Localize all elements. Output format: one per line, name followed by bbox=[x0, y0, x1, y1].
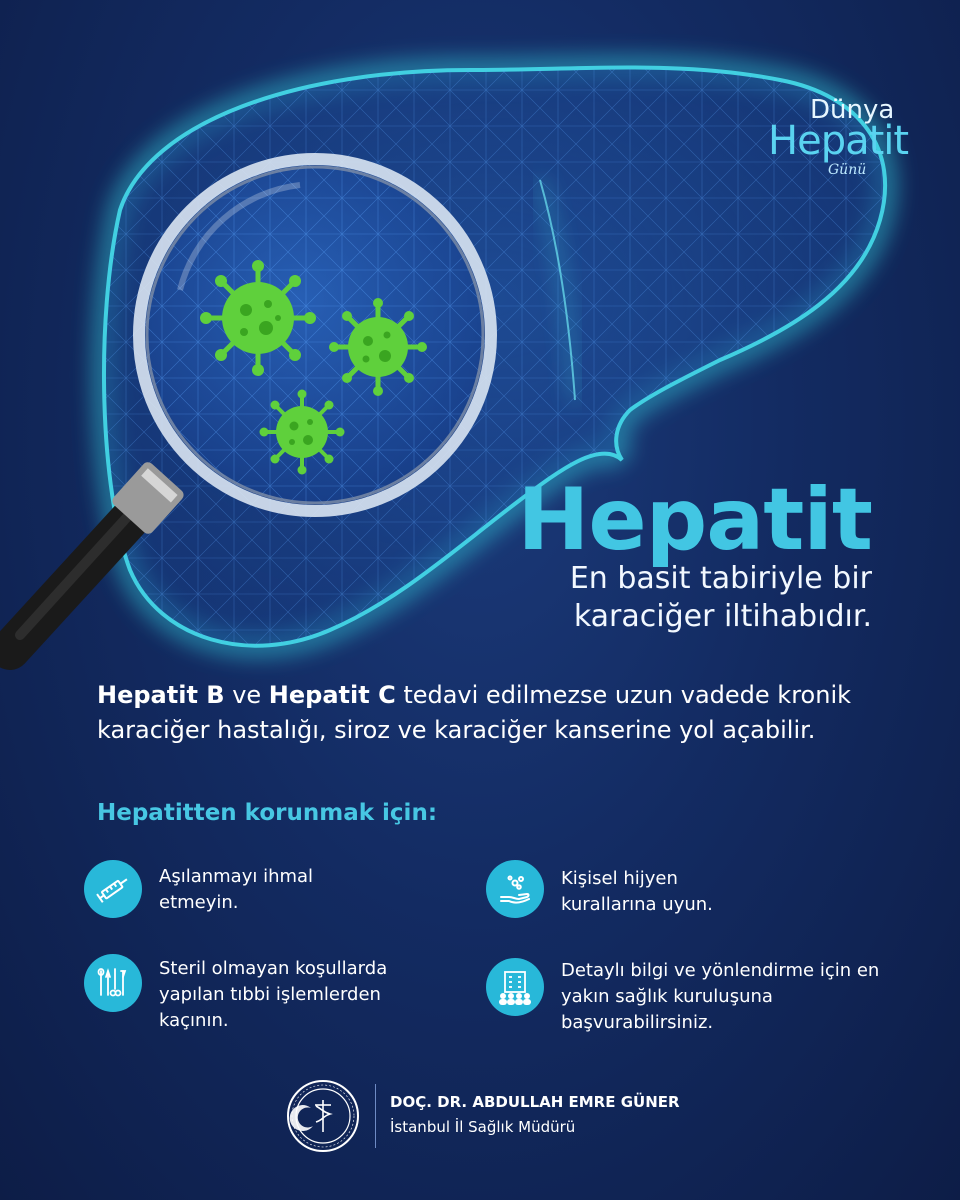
logo-line-hepatit: Hepatit bbox=[768, 118, 909, 164]
info-term-hepatit-c: Hepatit C bbox=[268, 681, 396, 709]
tip-hygiene bbox=[486, 860, 826, 918]
virus-icon bbox=[329, 298, 427, 396]
tip-text: Steril olmayan koşullarda yapılan tıbbi işlemlerden kaçının. bbox=[159, 958, 388, 1031]
hospital-building-icon bbox=[486, 958, 544, 1016]
official-name: DOÇ. DR. ABDULLAH EMRE GÜNER bbox=[390, 1093, 680, 1111]
syringe-icon bbox=[84, 860, 142, 918]
tip-text: Detaylı bilgi ve yönlendirme için en yakın sağlık kuruluşuna başvurabilirsiniz. bbox=[561, 960, 880, 1033]
info-conjunction: ve bbox=[224, 681, 269, 709]
info-rest: tedavi edilmezse uzun vadede kronik karaciğer hastalığı, siroz ve karaciğer kanserine yol açabilir. bbox=[97, 681, 852, 744]
hero-subtitle: En basit tabiriyle bir karaciğer iltihabıdır. bbox=[569, 561, 872, 634]
medical-instruments-icon bbox=[84, 954, 142, 1012]
tip-text: Kişisel hijyen kurallarına uyun. bbox=[561, 868, 713, 915]
tip-health-facility bbox=[486, 958, 906, 1036]
hand-washing-icon bbox=[486, 860, 544, 918]
tip-vaccination bbox=[84, 860, 424, 918]
virus-icon bbox=[260, 390, 345, 475]
logo-line-dunya: Dünya bbox=[810, 95, 895, 125]
virus-icon bbox=[200, 260, 316, 376]
ministry-seal-icon bbox=[285, 1078, 361, 1154]
protection-heading: Hepatitten korunmak için: bbox=[97, 800, 438, 826]
tip-text: Aşılanmayı ihmal etmeyin. bbox=[159, 866, 314, 913]
footer-divider bbox=[375, 1084, 376, 1148]
official-role: İstanbul İl Sağlık Müdürü bbox=[390, 1118, 576, 1136]
info-term-hepatit-b: Hepatit B bbox=[97, 681, 225, 709]
tip-sterile bbox=[84, 954, 444, 1034]
hero-title: Hepatit bbox=[517, 470, 872, 570]
info-paragraph bbox=[97, 678, 897, 748]
world-hepatitis-day-logo bbox=[760, 90, 930, 180]
footer-signature bbox=[285, 1078, 705, 1158]
logo-line-gunu: Günü bbox=[828, 162, 867, 178]
